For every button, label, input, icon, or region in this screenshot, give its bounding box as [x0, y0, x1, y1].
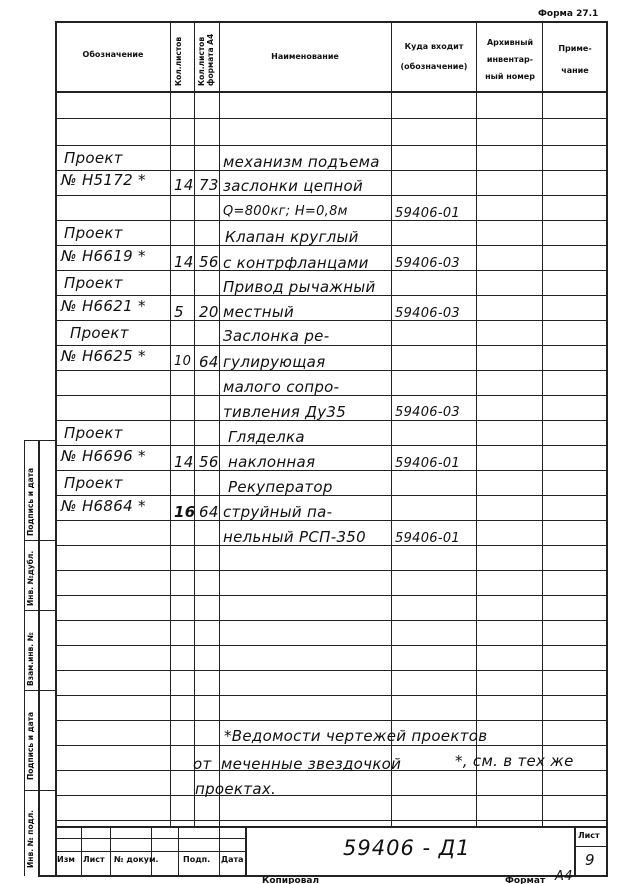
row-line: [55, 745, 608, 746]
margin-sep-1: [24, 540, 55, 541]
row-13-name: наклонная: [228, 453, 316, 471]
margin-vzam-inv: Взам.инв. №: [26, 632, 35, 686]
footnote-line-3: проектах.: [195, 780, 277, 798]
row-line: [55, 345, 608, 346]
col-sep-4: [391, 21, 392, 826]
header-archive-3: ный номер: [485, 72, 535, 81]
row-line: [55, 695, 608, 696]
row-2-count: 14: [174, 176, 194, 194]
titleblock-row-1: [55, 838, 245, 839]
row-12-name: Гляделка: [228, 428, 305, 446]
tb-col-list: [110, 826, 111, 875]
margin-sep-2: [24, 610, 55, 611]
row-line: [55, 795, 608, 796]
row-line: [55, 118, 608, 119]
header-where-2: (обозначение): [400, 62, 468, 71]
tb-doc-no: № докум.: [114, 855, 159, 864]
row-5-count: 14: [174, 253, 194, 271]
row-2-a4: 73: [199, 176, 219, 194]
row-7-a4: 20: [199, 303, 219, 321]
header-note-1: Приме-: [558, 44, 592, 53]
row-line: [55, 820, 608, 821]
tb-col-podp: [178, 826, 179, 875]
margin-outer-line: [38, 440, 40, 876]
margin-podp-data-1: Подпись и дата: [26, 711, 35, 780]
row-16-name: нельный РСП-350: [223, 528, 366, 546]
margin-inner-line: [24, 440, 25, 876]
tb-col-main: [245, 826, 247, 875]
row-5-a4: 56: [199, 253, 219, 271]
tb-izm: Изм: [57, 855, 75, 864]
tb-data: Дата: [221, 855, 244, 864]
form-label: Форма 27.1: [538, 9, 599, 19]
row-line: [55, 270, 608, 271]
row-3-where: 59406-01: [395, 206, 460, 221]
row-1-name: механизм подъема: [223, 153, 380, 171]
header-note-2: чание: [561, 66, 589, 75]
format-value: А4: [555, 869, 573, 884]
titleblock-top: [55, 826, 608, 828]
header-designation: Обозначение: [82, 50, 144, 59]
row-13-designation: № Н6696 *: [61, 447, 146, 465]
row-13-a4: 56: [199, 453, 219, 471]
col-sep-2: [194, 21, 195, 826]
format-label: Формат: [505, 876, 546, 884]
row-10-name: малого сопро-: [223, 378, 340, 396]
row-13-count: 14: [174, 453, 194, 471]
row-7-count: 5: [174, 303, 184, 321]
header-archive-2: инвентар-: [486, 55, 534, 64]
row-8-name: Заслонка ре-: [223, 327, 330, 345]
row-line: [55, 245, 608, 246]
col-sep-5: [476, 21, 477, 826]
row-7-name: местный: [223, 303, 295, 321]
row-5-name: с контрфланцами: [223, 254, 369, 272]
row-12-designation: Проект: [64, 424, 123, 442]
tb-sheet-label: Лист: [578, 831, 600, 840]
col-sep-1: [170, 21, 171, 826]
row-9-a4: 64: [199, 353, 219, 371]
row-13-where: 59406-01: [395, 456, 460, 471]
tb-list: Лист: [83, 855, 105, 864]
row-7-where: 59406-03: [395, 306, 460, 321]
row-line: [55, 370, 608, 371]
header-sheets-a4: Кол.листов формата А4: [197, 33, 215, 86]
footnote-line-2a: от: [193, 755, 212, 773]
margin-inv-dubl: Инв. №дубл.: [26, 550, 35, 606]
row-line: [55, 470, 608, 471]
row-line: [55, 595, 608, 596]
row-14-designation: Проект: [64, 474, 123, 492]
row-9-designation: № Н6625 *: [61, 347, 146, 365]
row-6-designation: Проект: [64, 274, 123, 292]
row-5-designation: № Н6619 *: [61, 247, 146, 265]
tb-sheet-no: 9: [585, 851, 595, 869]
col-sep-3: [219, 21, 220, 826]
row-line: [55, 220, 608, 221]
frame-top: [55, 21, 608, 23]
footnote-line-1: *Ведомости чертежей проектов: [224, 727, 488, 745]
row-2-name: заслонки цепной: [223, 177, 364, 195]
row-9-count: 10: [174, 354, 192, 369]
row-line: [55, 770, 608, 771]
row-line: [55, 195, 608, 196]
header-sheets-count: Кол.листов: [174, 36, 183, 86]
document-code: 59406 - Д1: [343, 836, 471, 860]
tb-col-doc: [151, 826, 152, 875]
row-line: [55, 295, 608, 296]
row-line: [55, 395, 608, 396]
margin-podp-data-2: Подпись и дата: [26, 467, 35, 536]
tb-col-izm: [81, 826, 82, 875]
row-11-where: 59406-03: [395, 405, 460, 420]
frame-left: [55, 21, 57, 876]
row-line: [55, 445, 608, 446]
copied-label: Копировал: [262, 876, 320, 884]
row-4-name: Клапан круглый: [225, 228, 359, 246]
row-11-name: тивления Ду35: [223, 403, 347, 421]
row-7-designation: № Н6621 *: [61, 297, 146, 315]
row-15-designation: № Н6864 *: [61, 497, 146, 515]
margin-sep-3: [24, 690, 55, 691]
row-line: [55, 320, 608, 321]
row-line: [55, 420, 608, 421]
header-where-1: Куда входит: [404, 42, 464, 51]
row-15-a4: 64: [199, 503, 219, 521]
row-line: [55, 545, 608, 546]
row-14-name: Рекуператор: [228, 478, 333, 496]
row-15-name: струйный па-: [223, 503, 333, 521]
row-line: [55, 720, 608, 721]
row-4-designation: Проект: [64, 224, 123, 242]
row-line: [55, 645, 608, 646]
row-8-designation: Проект: [70, 324, 129, 342]
footnote-line-2c: *, см. в тех же: [455, 752, 574, 770]
tb-sheet-sep: [574, 846, 608, 847]
footnote-line-2b: меченные звездочкой: [221, 755, 402, 773]
margin-top-line: [24, 440, 55, 441]
header-bottom: [55, 91, 608, 93]
row-3-name: Q=800кг; Н=0,8м: [223, 204, 348, 219]
tb-col-sheet: [574, 826, 576, 875]
header-archive-1: Архивный: [486, 38, 534, 47]
row-line: [55, 170, 608, 171]
row-line: [55, 520, 608, 521]
col-sep-6: [542, 21, 543, 826]
frame-right: [606, 21, 608, 876]
row-line: [55, 620, 608, 621]
row-line: [55, 570, 608, 571]
row-line: [55, 495, 608, 496]
margin-inv-podl: Инв. № подл.: [26, 809, 35, 868]
row-6-name: Привод рычажный: [223, 278, 376, 296]
row-line: [55, 145, 608, 146]
row-line: [55, 670, 608, 671]
tb-col-data: [219, 826, 220, 875]
row-16-where: 59406-01: [395, 531, 460, 546]
titleblock-row-2: [55, 851, 245, 852]
header-name: Наименование: [271, 52, 339, 61]
tb-podp: Подп.: [183, 855, 211, 864]
row-1-designation: Проект: [64, 149, 123, 167]
margin-sep-4: [24, 790, 55, 791]
row-15-count: 16: [174, 503, 196, 521]
row-2-designation: № Н5172 *: [61, 171, 146, 189]
row-5-where: 59406-03: [395, 256, 460, 271]
row-9-name: гулирующая: [223, 353, 326, 371]
